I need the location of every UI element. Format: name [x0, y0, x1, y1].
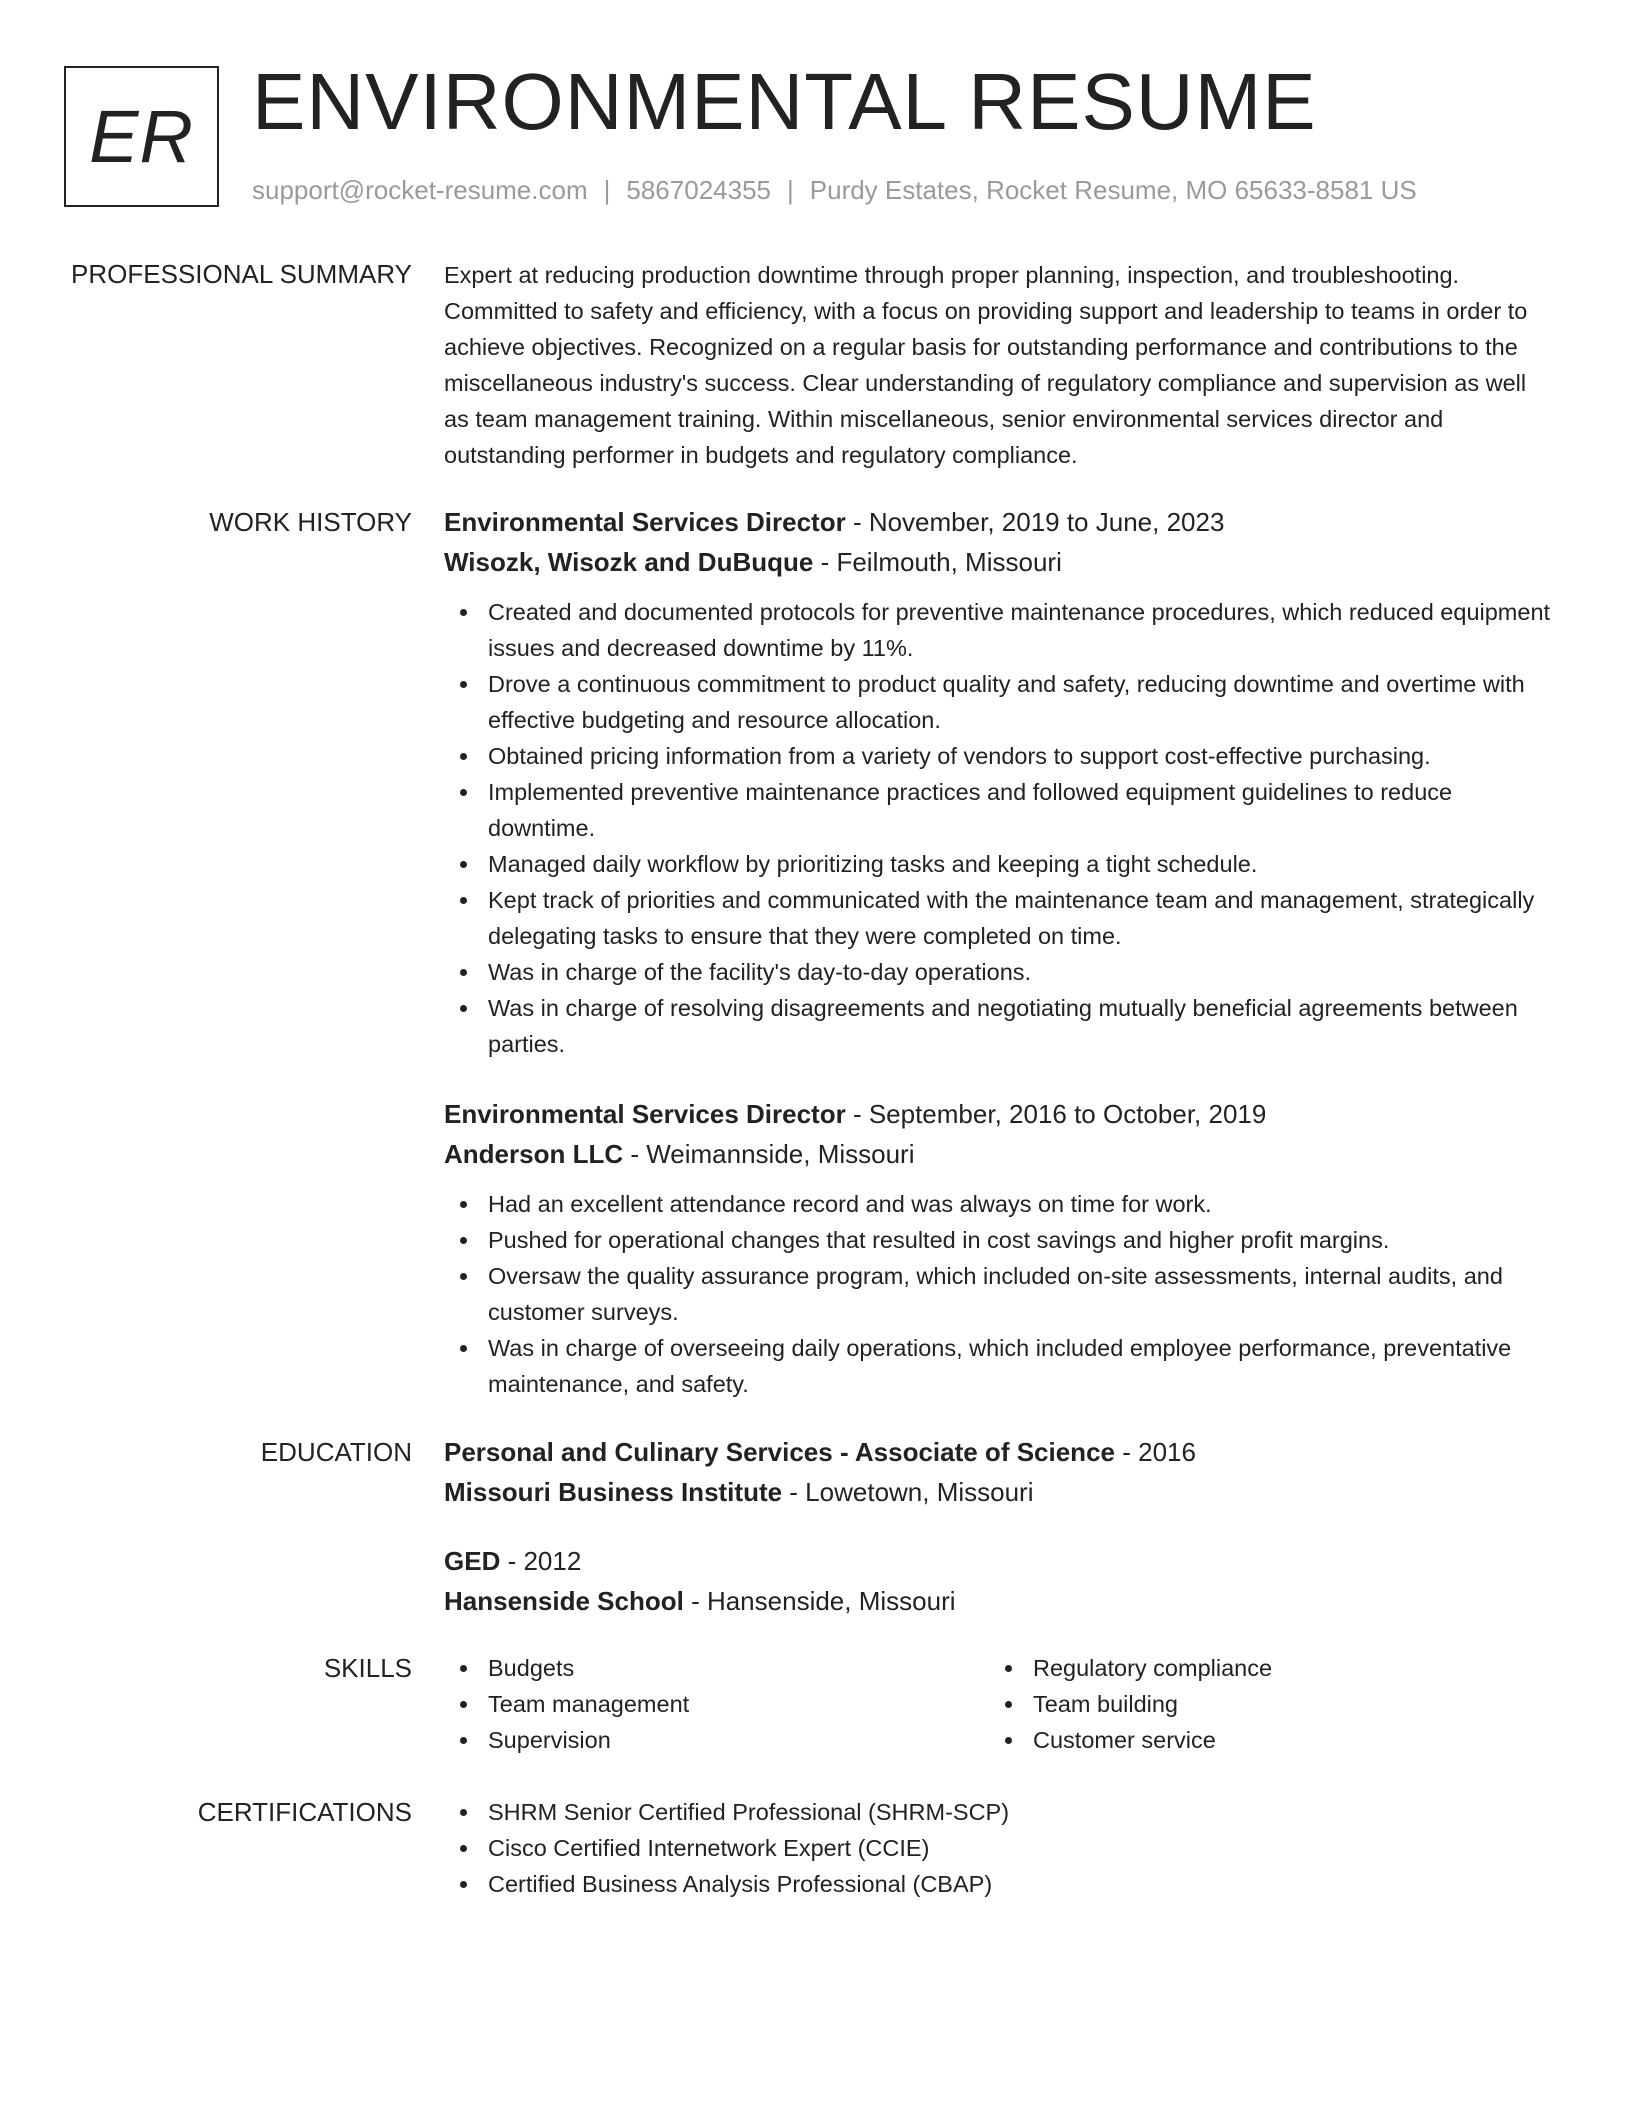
- resume-name: ENVIRONMENTAL RESUME: [252, 57, 1317, 146]
- certification-item: SHRM Senior Certified Professional (SHRM-SCP): [444, 1794, 1554, 1830]
- list-item: Had an excellent attendance record and was always on time for work.: [444, 1186, 1554, 1222]
- skill-item: Team building: [989, 1686, 1534, 1722]
- list-item: Oversaw the quality assurance program, which included on-site assessments, internal audits, and customer surveys.: [444, 1258, 1554, 1330]
- section-label-work: WORK HISTORY: [209, 507, 412, 537]
- job-entry: [444, 502, 1554, 1062]
- list-item: Pushed for operational changes that resulted in cost savings and higher profit margins.: [444, 1222, 1554, 1258]
- skill-item: Supervision: [444, 1722, 989, 1758]
- degree-line: [444, 1541, 1554, 1581]
- certification-item: Certified Business Analysis Professional (CBAP): [444, 1866, 1554, 1902]
- summary-text: Expert at reducing production downtime through proper planning, inspection, and troubleshooting. Committed to safety and efficiency, with a focus on providing support and leadership to teams in order to achieve objectives. Recognized on a regular basis for outstanding performance and contributions to the miscellaneous industry's success. Clear understanding of regulatory compliance and supervision as well as team management training. Within miscellaneous, senior environmental services director and outstanding performer in budgets and regulatory compliance.: [444, 262, 1528, 468]
- list-item: Was in charge of overseeing daily operations, which included employee performance, preventative maintenance, and safety.: [444, 1330, 1554, 1402]
- summary-section: [444, 257, 1554, 473]
- school-location: - Hansenside, Missouri: [683, 1586, 956, 1616]
- degree: GED: [444, 1546, 501, 1576]
- contact-phone[interactable]: 5867024355: [626, 175, 771, 205]
- job-company-line: [444, 542, 1554, 582]
- certifications-section: [444, 1794, 1554, 1902]
- monogram-initials: ER: [89, 95, 194, 178]
- skills-list-left: [444, 1650, 989, 1758]
- degree-line: [444, 1432, 1554, 1472]
- monogram-box: [64, 66, 219, 207]
- job-company: Anderson LLC: [444, 1139, 624, 1169]
- work-history-section: [444, 502, 1554, 1062]
- job-dates: - November, 2019 to June, 2023: [845, 507, 1225, 537]
- list-item: Was in charge of the facility's day-to-day operations.: [444, 954, 1554, 990]
- list-item: Was in charge of resolving disagreements and negotiating mutually beneficial agreements between parties.: [444, 990, 1554, 1062]
- job-bullets: [444, 594, 1554, 1062]
- skill-item: Budgets: [444, 1650, 989, 1686]
- job-company-line: [444, 1134, 1554, 1174]
- school-line: [444, 1472, 1554, 1512]
- school-location: - Lowetown, Missouri: [782, 1477, 1034, 1507]
- skills-list-right: [989, 1650, 1534, 1758]
- contact-separator: |: [603, 175, 611, 205]
- list-item: Created and documented protocols for preventive maintenance procedures, which reduced equipment issues and decreased downtime by 11%.: [444, 594, 1554, 666]
- contact-email[interactable]: support@rocket-resume.com: [252, 175, 588, 205]
- contact-address: Purdy Estates, Rocket Resume, MO 65633-8581 US: [809, 175, 1417, 205]
- contact-line: [252, 172, 1417, 208]
- section-label-skills: SKILLS: [323, 1653, 412, 1683]
- job-title-line: [444, 1094, 1554, 1134]
- job-title: Environmental Services Director: [444, 1099, 846, 1129]
- degree-year: - 2012: [500, 1546, 582, 1576]
- list-item: Implemented preventive maintenance practices and followed equipment guidelines to reduce downtime.: [444, 774, 1554, 846]
- job-location: - Weimannside, Missouri: [623, 1139, 915, 1169]
- degree-year: - 2016: [1115, 1437, 1196, 1467]
- section-label-education: EDUCATION: [260, 1437, 412, 1467]
- list-item: Kept track of priorities and communicated with the maintenance team and management, strategically delegating tasks to ensure that they were completed on time.: [444, 882, 1554, 954]
- education-entry: [444, 1541, 1554, 1621]
- skill-item: Team management: [444, 1686, 989, 1722]
- degree: Personal and Culinary Services - Associate of Science: [444, 1437, 1115, 1467]
- skills-section: [444, 1650, 1554, 1758]
- skill-item: Regulatory compliance: [989, 1650, 1534, 1686]
- list-item: Managed daily workflow by prioritizing tasks and keeping a tight schedule.: [444, 846, 1554, 882]
- job-title: Environmental Services Director: [444, 507, 846, 537]
- list-item: Obtained pricing information from a variety of vendors to support cost-effective purchasing.: [444, 738, 1554, 774]
- job-bullets: [444, 1186, 1554, 1402]
- job-title-line: [444, 502, 1554, 542]
- certifications-list: [444, 1794, 1554, 1902]
- school: Missouri Business Institute: [444, 1477, 783, 1507]
- list-item: Drove a continuous commitment to product quality and safety, reducing downtime and overtime with effective budgeting and resource allocation.: [444, 666, 1554, 738]
- section-label-certifications: CERTIFICATIONS: [197, 1797, 412, 1827]
- job-company: Wisozk, Wisozk and DuBuque: [444, 547, 814, 577]
- skill-item: Customer service: [989, 1722, 1534, 1758]
- school-line: [444, 1581, 1554, 1621]
- job-dates: - September, 2016 to October, 2019: [845, 1099, 1267, 1129]
- school: Hansenside School: [444, 1586, 684, 1616]
- certification-item: Cisco Certified Internetwork Expert (CCIE): [444, 1830, 1554, 1866]
- education-entry: [444, 1432, 1554, 1512]
- section-label-summary: PROFESSIONAL SUMMARY: [71, 259, 412, 289]
- job-entry: [444, 1094, 1554, 1402]
- job-location: - Feilmouth, Missouri: [813, 547, 1062, 577]
- contact-separator: |: [787, 175, 794, 205]
